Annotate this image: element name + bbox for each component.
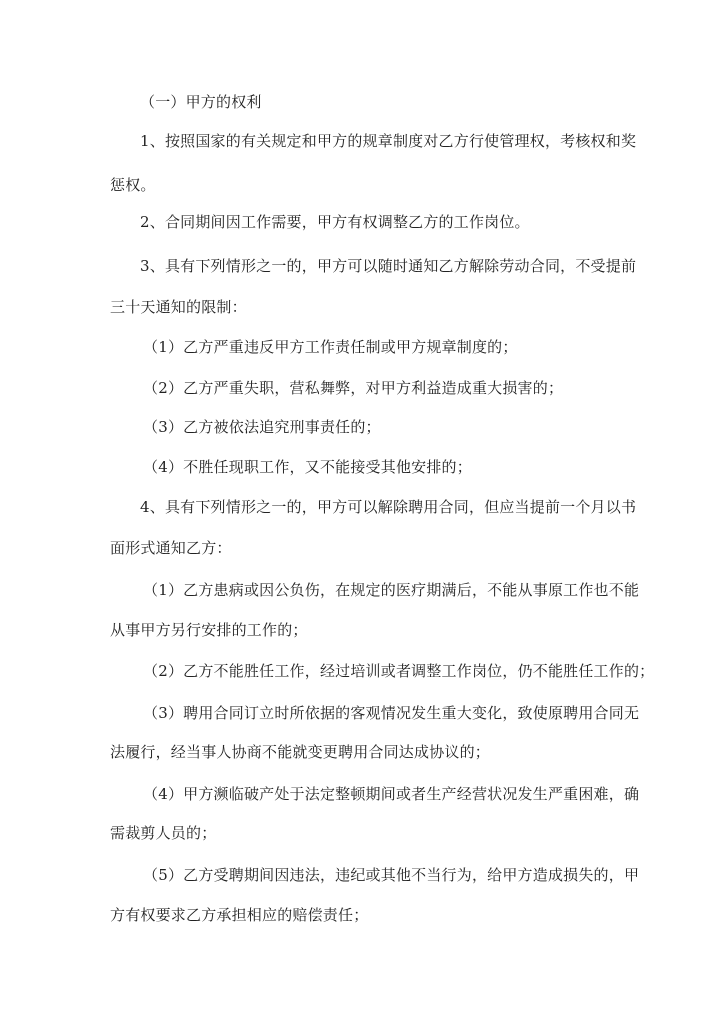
paragraph-2-line-1: 2、合同期间因工作需要，甲方有权调整乙方的工作岗位。 — [140, 213, 530, 231]
list-item-4-4-line-1: （4）甲方濒临破产处于法定整顿期间或者生产经营状况发生严重困难，确 — [143, 785, 640, 803]
list-item-4-5-line-2: 方有权要求乙方承担相应的赔偿责任； — [110, 906, 369, 924]
paragraph-3-line-2: 三十天通知的限制： — [110, 298, 247, 316]
list-item-3-1: （1）乙方严重违反甲方工作责任制或甲方规章制度的； — [143, 338, 518, 356]
list-item-4-1-line-1: （1）乙方患病或因公负伤，在规定的医疗期满后，不能从事原工作也不能 — [143, 581, 640, 599]
list-item-3-3: （3）乙方被依法追究刑事责任的； — [143, 418, 381, 436]
list-item-4-3-line-1: （3）聘用合同订立时所依据的客观情况发生重大变化，致使原聘用合同无 — [143, 704, 640, 722]
paragraph-1-line-2: 惩权。 — [110, 176, 156, 194]
list-item-4-1-line-2: 从事甲方另行安排的工作的； — [110, 621, 308, 639]
list-item-4-2: （2）乙方不能胜任工作，经过培训或者调整工作岗位，仍不能胜任工作的； — [143, 662, 655, 680]
list-item-3-4: （4）不胜任现职工作，又不能接受其他安排的； — [143, 458, 472, 476]
list-item-3-2: （2）乙方严重失职，营私舞弊，对甲方利益造成重大损害的； — [143, 379, 564, 397]
paragraph-4-line-2: 面形式通知乙方： — [110, 539, 232, 557]
section-heading: （一）甲方的权利 — [140, 93, 262, 111]
list-item-4-4-line-2: 需裁剪人员的； — [110, 824, 217, 842]
list-item-4-5-line-1: （5）乙方受聘期间因违法，违纪或其他不当行为，给甲方造成损失的，甲 — [143, 866, 640, 884]
paragraph-4-line-1: 4、具有下列情形之一的，甲方可以解除聘用合同，但应当提前一个月以书 — [140, 498, 637, 516]
paragraph-1-line-1: 1、按照国家的有关规定和甲方的规章制度对乙方行使管理权，考核权和奖 — [140, 132, 637, 150]
list-item-4-3-line-2: 法履行，经当事人协商不能就变更聘用合同达成协议的； — [110, 743, 491, 761]
paragraph-3-line-1: 3、具有下列情形之一的，甲方可以随时通知乙方解除劳动合同，不受提前 — [140, 257, 637, 275]
